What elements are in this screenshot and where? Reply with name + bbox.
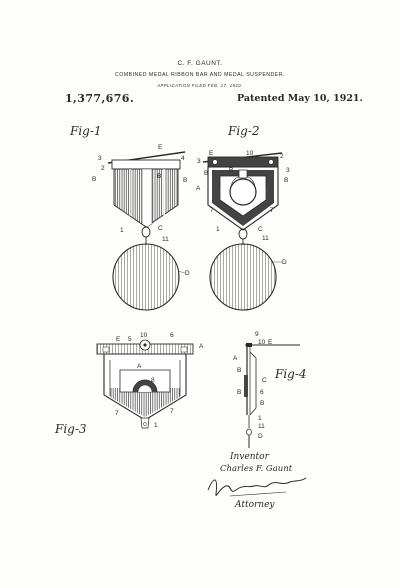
- ref: 1: [120, 227, 124, 234]
- figure-1: [69, 124, 190, 310]
- ref: B: [237, 389, 242, 396]
- figure-3: [54, 332, 204, 436]
- fig2-bar-top: [208, 157, 278, 167]
- ref: B: [229, 167, 234, 174]
- ref: D: [282, 259, 287, 266]
- ref: C: [258, 226, 263, 233]
- ref: 2: [101, 165, 105, 172]
- fig-2-label: Fig-2: [228, 124, 260, 138]
- inventor-header: C. F. GAUNT.: [177, 60, 223, 67]
- fig1-suspender-ring: [142, 227, 150, 237]
- fig-1-label: Fig-1: [70, 124, 102, 138]
- ref: B: [204, 170, 209, 177]
- ref: C: [158, 225, 163, 232]
- figure-2: [196, 124, 290, 310]
- ref: B: [260, 400, 265, 407]
- ref: B: [183, 177, 188, 184]
- ref: 7: [210, 207, 214, 214]
- ref: A: [233, 355, 238, 362]
- ref: D: [185, 270, 190, 277]
- ref: 10: [140, 332, 148, 339]
- ref: 10: [246, 150, 254, 157]
- fig-4-label: Fig-4: [275, 367, 307, 381]
- fig1-ribbon-stripe: [142, 169, 152, 227]
- ref: D: [258, 433, 263, 440]
- inventor-name: Charles F. Gaunt: [220, 464, 293, 474]
- ref: 7: [115, 410, 119, 417]
- inventor-label: Inventor: [230, 452, 269, 462]
- attorney-label: Attorney: [235, 500, 275, 510]
- ref: C: [262, 377, 267, 384]
- ref: 11: [258, 423, 265, 430]
- fig-3-label: Fig-3: [55, 422, 87, 436]
- ref: 1: [258, 415, 262, 422]
- ref: 4: [181, 155, 185, 162]
- ref: 1: [216, 226, 220, 233]
- ref: 3: [197, 158, 201, 165]
- fig2-medal-disc: [210, 244, 276, 310]
- ref: E: [158, 144, 163, 151]
- fig2-center-ring: [230, 179, 256, 205]
- application-filed-date: APPLICATION FILED FEB. 17, 1920.: [157, 83, 243, 88]
- patent-number: 1,377,676.: [65, 92, 135, 105]
- ref: E: [209, 150, 214, 157]
- ref: 1: [154, 422, 158, 429]
- ref: A: [199, 343, 204, 350]
- ref: E: [116, 336, 121, 343]
- ref: B: [92, 176, 97, 183]
- ref: E: [268, 339, 273, 346]
- ref: 7: [170, 408, 174, 415]
- ref: 2: [280, 153, 284, 160]
- ref: 6: [260, 389, 264, 396]
- ref: A: [137, 363, 142, 370]
- ref: 5: [128, 336, 132, 343]
- fig1-medal-disc: [113, 244, 179, 310]
- patented-date: Patented May 10, 1921.: [237, 93, 363, 104]
- ref: 3: [98, 155, 102, 162]
- ref: 8: [151, 377, 155, 384]
- ref: 6: [170, 332, 174, 339]
- patent-title: COMBINED MEDAL RIBBON BAR AND MEDAL SUSPENDER.: [115, 72, 285, 78]
- ref: 7: [270, 207, 274, 214]
- ref: 11: [162, 236, 169, 243]
- ref: B: [284, 177, 289, 184]
- ref: B: [157, 173, 162, 180]
- figure-4: [233, 331, 307, 448]
- ref: A: [196, 185, 201, 192]
- fig1-bar-top: [112, 160, 180, 169]
- ref: 9: [255, 331, 259, 338]
- ref: 3: [286, 167, 290, 174]
- ref: B: [237, 367, 242, 374]
- ref: 10: [258, 339, 266, 346]
- ref: 11: [262, 235, 269, 242]
